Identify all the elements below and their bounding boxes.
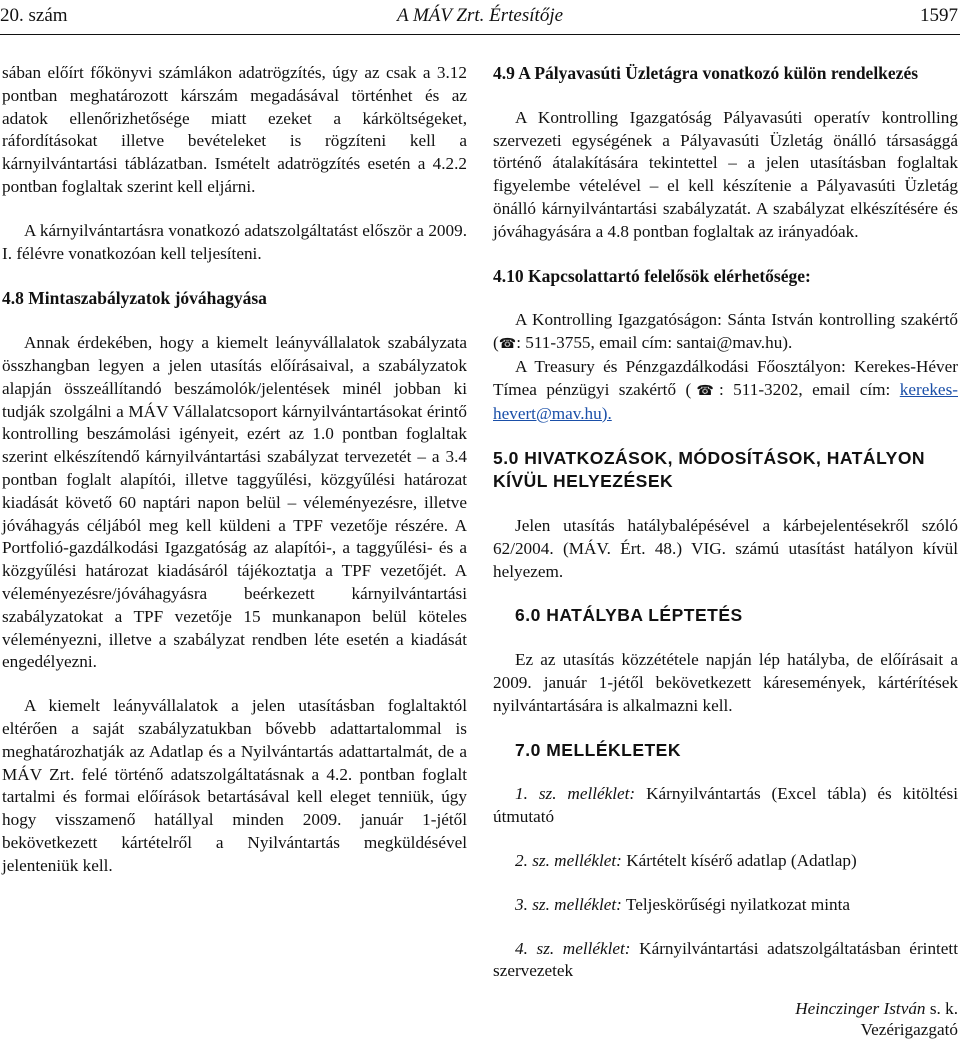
signer-name: Heinczinger István [795, 999, 926, 1018]
page-number: 1597 [920, 5, 958, 26]
annex-item: 4. sz. melléklet: Kárnyilvántartási adatszolgáltatásban érintett szervezetek [493, 938, 958, 981]
left-column [2, 62, 467, 899]
heading-4-10: 4.10 Kapcsolattartó felelősök elérhetősége: [493, 265, 811, 286]
signer-title: Vezérigazgató [860, 1020, 958, 1039]
publication-title: A MÁV Zrt. Értesítője [396, 5, 564, 26]
paragraph-effect: Ez az utasítás közzététele napján lép hatályba, de előírásait a 2009. január 1-jétől bekövetkezett káresemények, kártérítések nyilvántartására is alkalmazni kell. [493, 650, 958, 715]
paragraph-railway-division: A Kontrolling Igazgatóság Pályavasúti operatív kontrolling szervezeti egységének a Pályavasúti Üzletág önálló társasággá történő átalakítására tekintettel – a jelen utasításban foglaltak figyelembe vételével – el kell készítenie a Pályavasúti Üzletág önálló kárnyilvántartási szabályzatát. A szabályzat elkészítésére és jóváhagyására a 4.8 pontban foglaltak az irányadóak. [493, 107, 958, 241]
paragraph-first-reporting: A kárnyilvántartásra vonatkozó adatszolgáltatást először a 2009. I. félévre vonatkozóan kell teljesíteni. [2, 220, 467, 263]
phone-icon: ☎ [691, 382, 719, 399]
contact-controlling: A Kontrolling Igazgatóságon: Sánta István kontrolling szakértő (☎: 511-3755, email cím: santai@mav.hu). [493, 310, 958, 353]
signature-block: Heinczinger István s. k. Vezérigazgató [795, 999, 958, 1039]
email-link[interactable]: kerekes-hevert@mav.hu). [493, 379, 958, 423]
paragraph-continuation: sában előírt főkönyvi számlákon adatrögzítés, úgy az csak a 3.12 pontban meghatározott kárszám megadásával történhet és az adatok ellenőrizhetősége miatt ezeket a kárköltségeket, ráfordításokat illetve bevételeket is rögzíteni kell a kárnyilvántartási táblázatban. Ismételt adatrögzítés esetén a 4.2.2 pontban foglaltak szerint kell eljárni. [2, 63, 467, 196]
issue-number: 20. szám [0, 5, 68, 26]
paragraph-references: Jelen utasítás hatálybalépésével a kárbejelentésekről szóló 62/2004. (MÁV. Ért. 48.) VIG. számú utasítást hatályon kívül helyezem. [493, 515, 958, 581]
heading-4-8: 4.8 Mintaszabályzatok jóváhagyása [2, 288, 267, 309]
phone-icon: ☎ [498, 336, 517, 353]
right-column [493, 62, 958, 1004]
paragraph-subsidiaries: A kiemelt leányvállalatok a jelen utasításban foglaltaktól eltérően a saját szabályzatukban bővebb adattartalommal is meghatározhatják az Adatlap és a Nyilvántartás adattartalmát, de a MÁV Zrt. felé történő adatszolgáltatásnak a 4.2. pontban foglalt tartalmi és formai előírások betartásával kell eleget tenniük, úgy hogy visszamenő hatállyal minden 2009. január 1-jétől bekövetkezett kártételről a Nyilvántartás megküldésével jelenteniük kell. [2, 696, 467, 875]
heading-5-0: 5.0 HIVATKOZÁSOK, MÓDOSÍTÁSOK, HATÁLYON KÍVÜL HELYEZÉSEK [493, 448, 926, 492]
heading-6-0: 6.0 HATÁLYBA LÉPTETÉS [515, 605, 743, 626]
annex-list [493, 783, 958, 983]
paragraph-model-rules: Annak érdekében, hogy a kiemelt leányvállalatok szabályzata összhangban legyen a jelen utasítás előírásaival, a szabályzatok alapján összeállítandó beszámolók/jelentések minél jobban ki tudják szolgálni a MÁV Vállalatcsoport kárnyilvántartásokat érintő kontrolling beszámolási igényeit, ezért az 1.0 pontban foglaltak szerint elkészítendő kárnyilvántartási szabályzat tervezetét – a 3.4 pontban foglalt alapítói, illetve taggyűlési, közgyűlési határozat kiadását követő 60 naptári napon belül – véleményezésre, illetve jóváhagyás céljából meg kell küldeni a TPF vezetője részére. A Portfolió-gazdálkodási Igazgatóság az alapítói-, a taggyűlési- és a közgyűlési határozat kiadásáról tájékoztatja a TPF vezetőjét. A véleményezésre/jóváhagyásra beérkezett kárnyilvántartási szabályzatokat a TPF vezetője 15 munkanapon belül köteles véleményezni, illetve a szabályzat rendben léte esetén a kiadását engedélyezni. [2, 333, 467, 672]
page-header [0, 0, 960, 34]
header-rule [0, 34, 960, 35]
annex-item: 1. sz. melléklet: Kárnyilvántartás (Excel tábla) és kitöltési útmutató [493, 784, 958, 827]
heading-4-9: 4.9 A Pályavasúti Üzletágra vonatkozó külön rendelkezés [493, 63, 919, 83]
heading-7-0: 7.0 MELLÉKLETEK [515, 739, 681, 760]
annex-item: 2. sz. melléklet: Kártételt kísérő adatlap (Adatlap) [515, 850, 857, 870]
contact-treasury: A Treasury és Pénzgazdálkodási Főosztályon: Kerekes-Héver Tímea pénzügyi szakértő (☎: 511-3202, email cím: kerekes-hevert@mav.hu). [493, 356, 958, 423]
annex-item: 3. sz. melléklet: Teljeskörűségi nyilatkozat minta [515, 894, 850, 914]
